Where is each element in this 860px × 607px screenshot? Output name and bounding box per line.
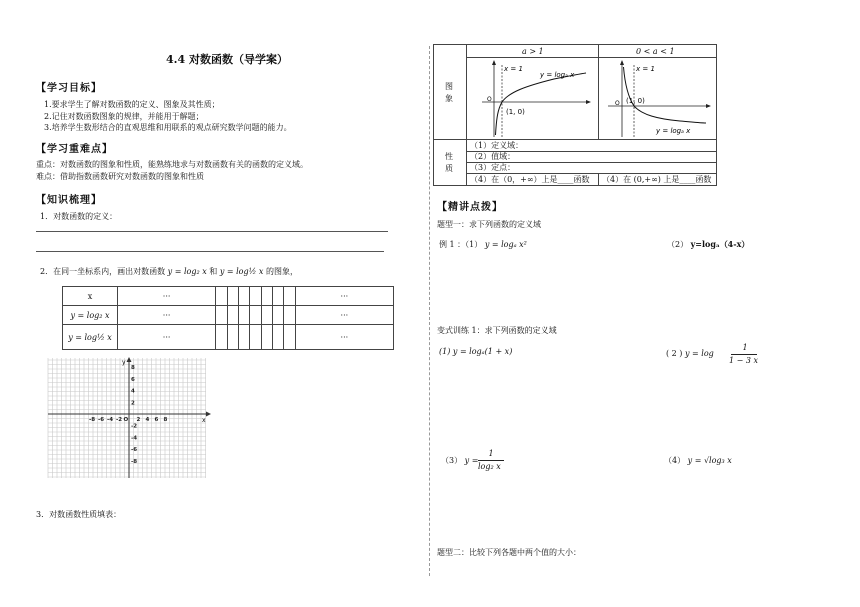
question-2-and: 和: [209, 267, 218, 276]
property-domain: （1）定义域：: [470, 141, 524, 150]
coordinate-grid: [44, 356, 214, 480]
y-tick-label: 6: [131, 376, 135, 383]
variant-2-numerator: 1: [742, 343, 748, 352]
ellipsis-cell: ···: [295, 287, 393, 306]
lecture-heading: 【精讲点拨】: [437, 202, 503, 213]
objective-item: 3.培养学生数形结合的直观思维和用联系的观点研究数学问题的能力。: [44, 123, 292, 132]
ellipsis-cell: ···: [295, 325, 393, 350]
variant-2-prefix: y = log: [684, 349, 714, 358]
x-tick-label: 4: [145, 417, 150, 423]
property-label: 性质: [445, 152, 453, 173]
variant-2-label: ( 2 ): [666, 349, 683, 358]
example-1: [439, 239, 527, 250]
question-2-suffix: 的图象，: [265, 267, 298, 276]
example-1-part-2-label: （2）: [667, 240, 689, 249]
x-tick-label: 2: [136, 417, 141, 423]
x-tick-label: 8: [163, 417, 168, 423]
objectives-heading: 【学习目标】: [36, 83, 102, 94]
example-1-part-2: [667, 239, 749, 250]
graph-func-label: y = logₐ x: [540, 71, 575, 79]
answer-line: [36, 231, 388, 232]
x-tick-label: 6: [154, 417, 159, 423]
example-1-formula: y = logₐ x²: [484, 240, 527, 249]
header-a-gt-1: a > 1: [522, 47, 544, 56]
variant-1-formula: (1) y = logₐ(1 + x): [439, 347, 513, 356]
variant-3: [441, 455, 478, 466]
question-2: [40, 266, 298, 277]
y-axis-name: y: [122, 359, 126, 366]
variant-title: 变式训练 1：求下列函数的定义域: [437, 326, 557, 335]
graph-x-eq-label: x = 1: [504, 65, 523, 73]
y-tick-label: 8: [131, 365, 135, 372]
question-1: 1．对数函数的定义：: [40, 212, 118, 221]
knowledge-heading: 【知识梳理】: [36, 195, 102, 206]
header-a-lt-1: 0 < a < 1: [636, 47, 675, 56]
x-tick-label: -6: [98, 417, 105, 423]
graph-point-label: (1, 0): [626, 97, 645, 105]
question-3: 3．对数函数性质填表：: [36, 510, 122, 519]
variant-3-label: （3）: [441, 456, 463, 465]
property-monotonic-1: （4）在（0，+∞）上是____函数: [470, 175, 590, 184]
ellipsis-cell: ···: [118, 325, 216, 350]
x-axis-name: x: [202, 417, 206, 424]
variant-4-label: （4）: [664, 456, 686, 465]
ellipsis-cell: ···: [118, 306, 216, 325]
page-title: 4.4 对数函数（导学案）: [166, 53, 288, 66]
key-points-heading: 【学习重难点】: [36, 144, 113, 155]
graph-origin: O: [615, 100, 620, 107]
objective-item: 2.记住对数函数图象的规律，并能用于解题；: [44, 112, 204, 121]
difficult-point-text: 难点：借助指数函数研究对数函数的图象和性质: [36, 172, 204, 181]
row-header-log-half: y = log½ x: [63, 325, 118, 350]
variant-3-prefix: y =: [464, 456, 479, 465]
property-monotonic-2: （4）在 (0,+∞) 上是____函数: [602, 175, 712, 184]
ellipsis-cell: ···: [118, 287, 216, 306]
property-table: [433, 44, 717, 186]
graph-a-gt-1: [474, 59, 594, 139]
type-2-title: 题型二：比较下列各题中两个值的大小：: [437, 548, 581, 557]
example-1-label: 例 1 ：（1）: [439, 240, 483, 249]
y-tick-label: -2: [131, 423, 138, 430]
image-label: 图象: [445, 82, 453, 103]
answer-line: [36, 251, 384, 252]
graph-point-label: (1, 0): [506, 108, 525, 116]
value-table: [62, 286, 394, 350]
column-divider: [429, 46, 430, 576]
variant-2: [666, 348, 714, 359]
property-range: （2）值域：: [470, 152, 516, 161]
row-header-log2: y = log₂ x: [63, 306, 118, 325]
variant-4-formula: y = √log₃ x: [687, 456, 732, 465]
formula-log2: y = log₂ x: [167, 267, 207, 276]
question-2-prefix: 2．在同一坐标系内，画出对数函数: [40, 267, 166, 276]
y-tick-label: 4: [131, 388, 135, 395]
row-header-x: x: [63, 287, 118, 306]
ellipsis-cell: ···: [295, 306, 393, 325]
type-1-title: 题型一：求下列函数的定义域: [437, 220, 541, 229]
formula-log-half: y = log½ x: [219, 267, 264, 276]
key-point-text: 重点：对数函数的图象和性质，能熟练地求与对数函数有关的函数的定义域。: [36, 160, 308, 169]
variant-4: [664, 455, 732, 466]
x-tick-label: -2: [116, 417, 123, 423]
variant-3-denominator: log₂ x: [478, 462, 501, 471]
x-tick-label: O: [123, 417, 129, 423]
variant-3-numerator: 1: [488, 449, 494, 458]
y-tick-label: -6: [131, 447, 138, 454]
y-tick-label: -4: [131, 435, 138, 442]
example-1-part-2-formula: y=logₐ（4-x）: [690, 239, 750, 249]
objective-item: 1.要求学生了解对数函数的定义、图象及其性质；: [44, 100, 220, 109]
y-tick-label: 2: [131, 400, 135, 407]
graph-origin: O: [487, 96, 492, 103]
graph-func-label: y = logₐ x: [656, 127, 691, 135]
graph-a-lt-1: [602, 59, 714, 139]
x-tick-label: -8: [89, 417, 96, 423]
property-fixed-point: （3）定点：: [470, 163, 516, 172]
x-tick-label: -4: [107, 417, 114, 423]
variant-2-denominator: 1 − 3 x: [729, 356, 759, 365]
y-tick-label: -8: [131, 458, 138, 465]
graph-x-eq-label: x = 1: [636, 65, 655, 73]
